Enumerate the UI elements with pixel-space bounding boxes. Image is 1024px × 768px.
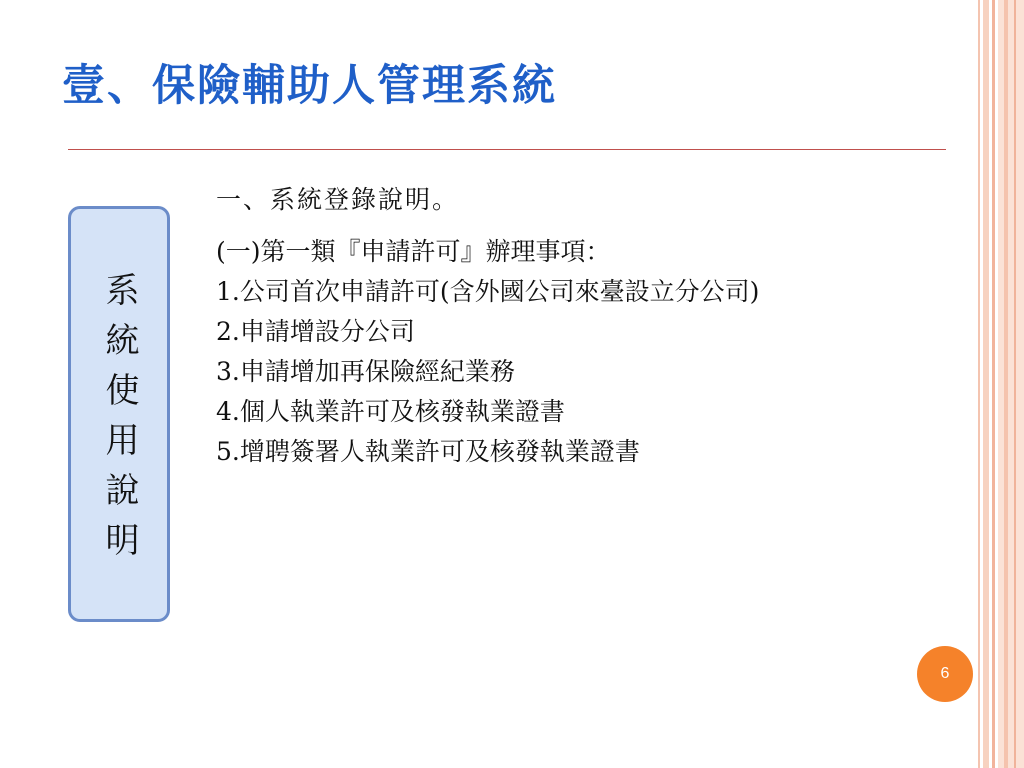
page-number: 6: [940, 665, 950, 682]
slide-title: 壹、保險輔助人管理系統: [62, 61, 557, 111]
side-label: 系統使用說明: [99, 272, 139, 572]
side-label-box: [68, 206, 170, 622]
section-heading: 一、系統登錄說明。: [216, 185, 460, 214]
list-item: 2.申請增設分公司: [216, 317, 415, 346]
page-number-badge: [917, 646, 973, 702]
decorative-stripe: [998, 0, 1024, 768]
sub-heading: (一)第一類『申請許可』辦理事項：: [216, 237, 611, 266]
decorative-stripe: [1014, 0, 1016, 768]
decorative-stripe: [983, 0, 989, 768]
list-item: 5.增聘簽署人執業許可及核發執業證書: [216, 437, 640, 466]
decorative-stripe: [978, 0, 980, 768]
content-block: [216, 180, 759, 472]
list-item: 4.個人執業許可及核發執業證書: [216, 397, 565, 426]
list-item: 3.申請增加再保險經紀業務: [216, 357, 515, 386]
title-divider: [68, 149, 946, 150]
decorative-stripe: [1004, 0, 1008, 768]
decorative-stripe: [992, 0, 995, 768]
list-item: 1.公司首次申請許可(含外國公司來臺設立分公司): [216, 277, 760, 306]
